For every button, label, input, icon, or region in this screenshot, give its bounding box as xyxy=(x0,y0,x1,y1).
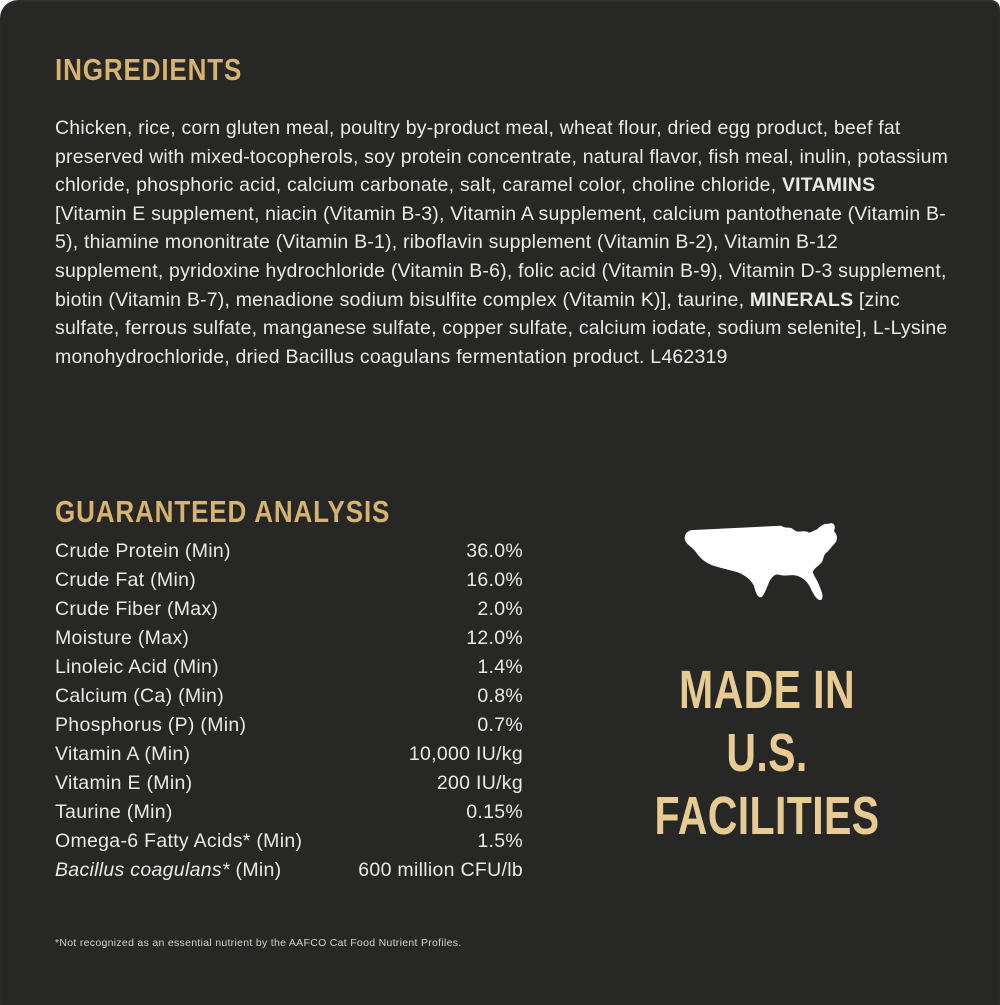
analysis-value: 2.0% xyxy=(477,598,523,620)
analysis-value: 600 million CFU/lb xyxy=(358,859,523,881)
analysis-row-crude-fat: Crude Fat (Min) 16.0% xyxy=(55,569,523,591)
minerals-label: MINERALS xyxy=(749,288,854,311)
made-in-us-badge xyxy=(617,521,917,848)
analysis-row-crude-fiber: Crude Fiber (Max) 2.0% xyxy=(55,598,523,620)
guaranteed-analysis-heading: GUARANTEED ANALYSIS xyxy=(55,494,391,529)
analysis-row-taurine: Taurine (Min) 0.15% xyxy=(55,801,523,823)
us-map-icon xyxy=(679,521,855,629)
guaranteed-analysis-table xyxy=(55,540,523,888)
badge-line-2: U.S. xyxy=(726,723,808,783)
analysis-row-calcium: Calcium (Ca) (Min) 0.8% xyxy=(55,685,523,707)
ingredients-text-part3: [zinc sulfate, ferrous sulfate, manganese sulfate, copper sulfate, calcium iodate, sodium selenite], L-Lysine monohydrochloride, dried Bacillus coagulans fermentation product. L462319 xyxy=(55,288,948,368)
analysis-row-moisture: Moisture (Max) 12.0% xyxy=(55,627,523,649)
analysis-row-phosphorus: Phosphorus (P) (Min) 0.7% xyxy=(55,714,523,736)
vitamins-label: VITAMINS xyxy=(781,174,876,197)
analysis-value: 1.4% xyxy=(477,656,523,678)
analysis-row-bacillus-coagulans: Bacillus coagulans* (Min) 600 million CFU/lb xyxy=(55,859,523,881)
badge-line-3: FACILITIES xyxy=(654,786,880,846)
ingredients-text-part2: [Vitamin E supplement, niacin (Vitamin B-3), Vitamin A supplement, calcium pantothenate (Vitamin B-5), thiamine mononitrate (Vitamin B-1), riboflavin supplement (Vitamin B-2), Vitamin B-12 supplement, pyridoxine hydrochloride (Vitamin B-6), folic acid (Vitamin B-9), Vitamin D-3 supplement, biotin (Vitamin B-7), menadione sodium bisulfite complex (Vitamin K)], taurine, xyxy=(55,202,947,311)
ingredients-paragraph xyxy=(55,114,950,371)
analysis-value: 0.7% xyxy=(477,714,523,736)
made-in-us-text xyxy=(617,659,917,848)
analysis-value: 16.0% xyxy=(466,569,523,591)
analysis-value: 0.15% xyxy=(466,801,523,823)
analysis-value: 10,000 IU/kg xyxy=(408,743,523,765)
analysis-row-vitamin-a: Vitamin A (Min) 10,000 IU/kg xyxy=(55,743,523,765)
analysis-value: 1.5% xyxy=(477,830,523,852)
analysis-row-linoleic-acid: Linoleic Acid (Min) 1.4% xyxy=(55,656,523,678)
badge-line-1: MADE IN xyxy=(679,660,855,720)
ingredients-text-part1: Chicken, rice, corn gluten meal, poultry by-product meal, wheat flour, dried egg product, beef fat preserved with mixed-tocopherols, soy protein concentrate, natural flavor, fish meal, inulin, potassium chloride, phosphoric acid, calcium carbonate, salt, caramel color, choline chloride, xyxy=(55,117,949,197)
analysis-row-crude-protein: Crude Protein (Min) 36.0% xyxy=(55,540,523,562)
analysis-value: 200 IU/kg xyxy=(436,772,523,794)
ingredients-heading: INGREDIENTS xyxy=(55,52,243,87)
aafco-footnote: *Not recognized as an essential nutrient by the AAFCO Cat Food Nutrient Profiles. xyxy=(55,937,462,949)
analysis-row-vitamin-e: Vitamin E (Min) 200 IU/kg xyxy=(55,772,523,794)
analysis-value: 36.0% xyxy=(466,540,523,562)
analysis-value: 0.8% xyxy=(477,685,523,707)
analysis-row-omega-6: Omega-6 Fatty Acids* (Min) 1.5% xyxy=(55,830,523,852)
analysis-value: 12.0% xyxy=(466,627,523,649)
